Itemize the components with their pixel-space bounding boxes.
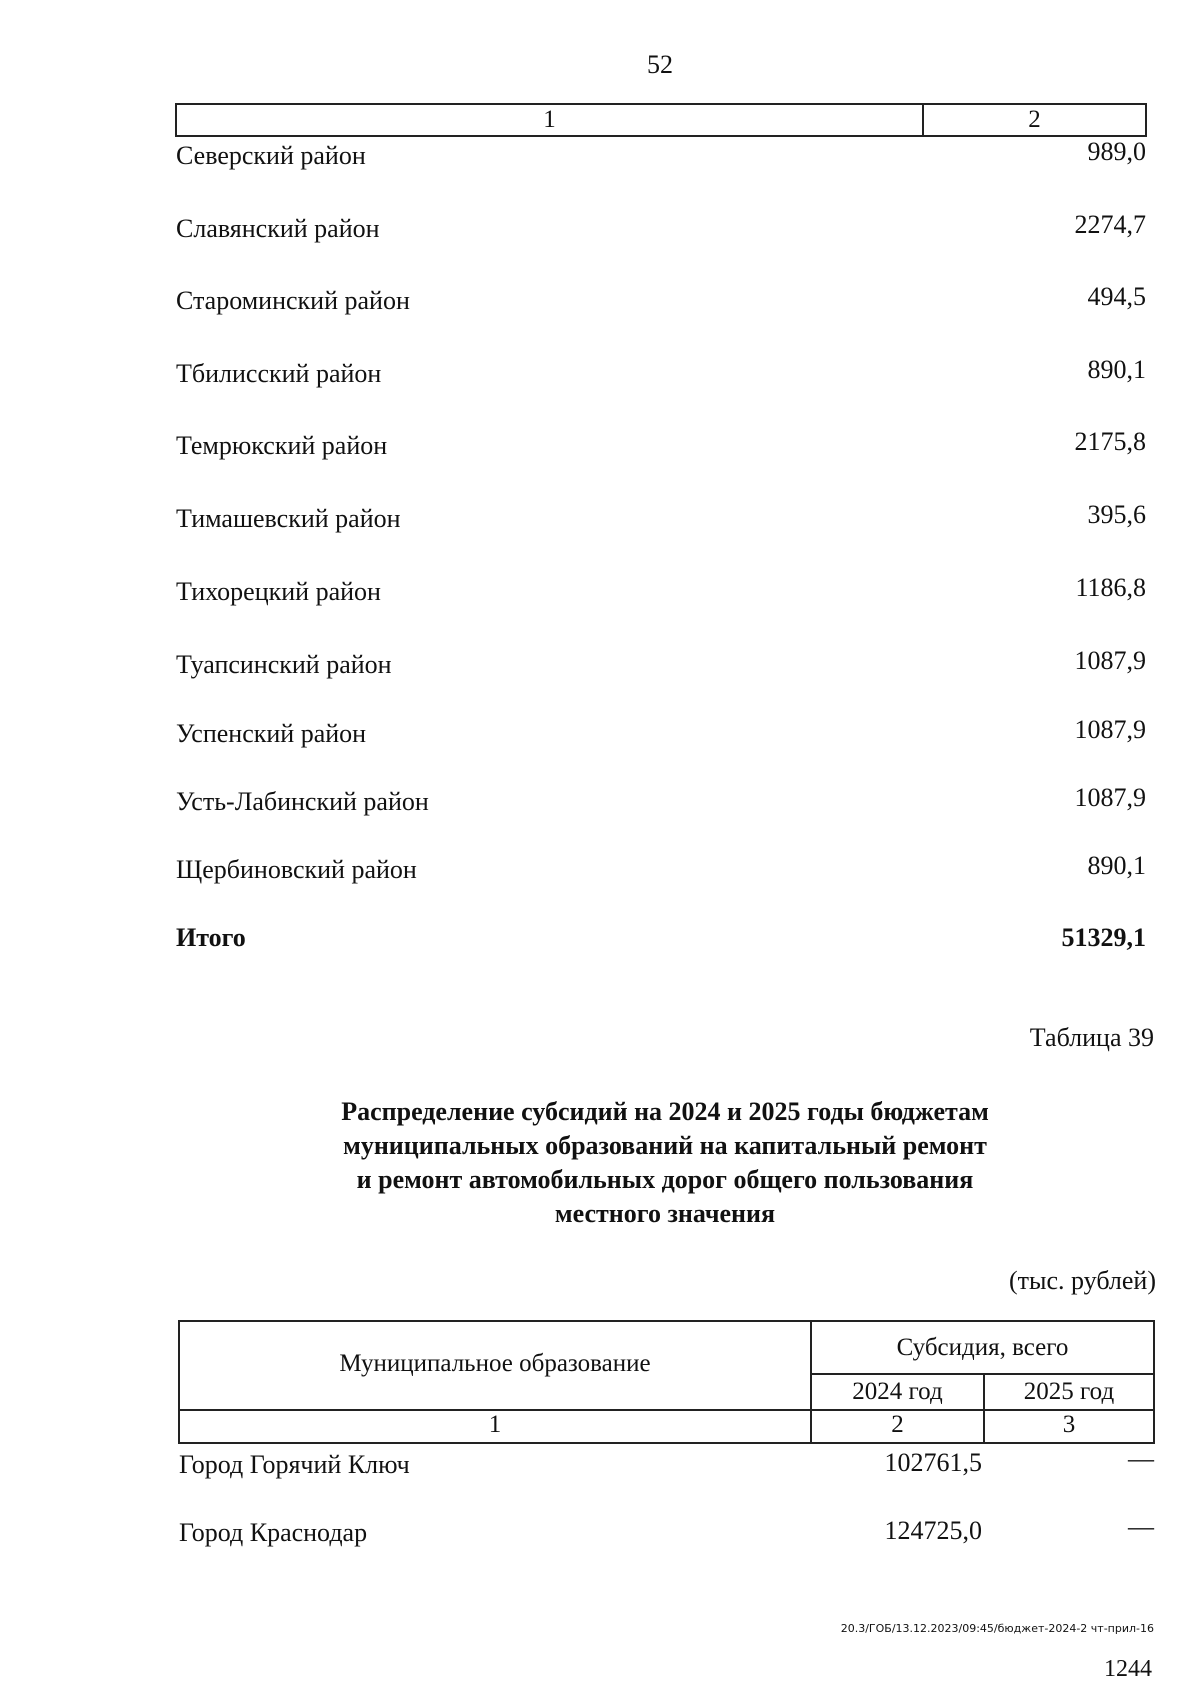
table1-total-row (176, 923, 1146, 953)
district-value: 1087,9 (1074, 646, 1146, 675)
page-number: 52 (647, 50, 673, 79)
district-name: Туапсинский район (176, 650, 392, 679)
total-value: 51329,1 (1061, 923, 1146, 952)
table-label: Таблица 39 (1029, 1023, 1154, 1052)
district-value: 2175,8 (1074, 427, 1146, 456)
district-name: Тимашевский район (176, 504, 401, 533)
total-label: Итого (176, 923, 246, 952)
district-value: 1087,9 (1074, 783, 1146, 812)
municipality-name: Город Краснодар (179, 1518, 368, 1547)
district-name: Усть-Лабинский район (176, 787, 429, 816)
table1-row (176, 573, 1146, 607)
subsidy-2025: — (1128, 1512, 1154, 1541)
col-number-3: 3 (1062, 1411, 1076, 1438)
table1-row (176, 427, 1146, 461)
table-title-line: Распределение субсидий на 2024 и 2025 годы бюджетам (341, 1097, 989, 1126)
col-header-subsidy: Субсидия, всего (896, 1334, 1069, 1361)
district-name: Тбилисский район (176, 359, 382, 388)
col-header-2025: 2025 год (1023, 1378, 1115, 1405)
district-value: 494,5 (1087, 282, 1146, 311)
table2-row (179, 1512, 1154, 1552)
district-name: Северский район (176, 141, 366, 170)
table-title (250, 1095, 1080, 1231)
table1-row (176, 355, 1146, 389)
district-name: Староминский район (176, 286, 410, 315)
table2-header (178, 1320, 1155, 1444)
col-number-2: 2 (891, 1411, 904, 1438)
table-title-line: муниципальных образований на капитальный ремонт (343, 1131, 987, 1160)
subsidy-2024: 102761,5 (884, 1448, 982, 1477)
table1-header-col-2: 2 (1028, 106, 1041, 133)
col-header-municipality: Муниципальное образование (339, 1350, 651, 1377)
units-note: (тыс. рублей) (1008, 1266, 1156, 1295)
district-value: 1186,8 (1075, 573, 1146, 602)
district-value: 890,1 (1087, 851, 1146, 880)
district-name: Славянский район (176, 214, 380, 243)
district-value: 395,6 (1087, 500, 1146, 529)
municipality-name: Город Горячий Ключ (179, 1450, 410, 1479)
table1-row (176, 500, 1146, 534)
table1-header (175, 103, 1147, 137)
header-divider (810, 1373, 1153, 1375)
table1-row (176, 646, 1146, 680)
col-header-2024: 2024 год (852, 1378, 943, 1405)
table2-row (179, 1444, 1154, 1484)
district-value: 2274,7 (1074, 210, 1146, 239)
table1-row (176, 282, 1146, 316)
table1-row (176, 210, 1146, 244)
district-name: Темрюкский район (176, 431, 388, 460)
document-code: 20.3/ГОБ/13.12.2023/09:45/бюджет-2024-2 чт-прил-16 (840, 1622, 1154, 1635)
table-title-line: и ремонт автомобильных дорог общего пользования (356, 1165, 974, 1194)
district-name: Щербиновский район (176, 855, 417, 884)
table1-row (176, 715, 1146, 749)
col-number-1: 1 (488, 1411, 502, 1438)
district-name: Тихорецкий район (176, 577, 381, 606)
table1-row (176, 137, 1146, 171)
district-value: 989,0 (1087, 137, 1146, 166)
sheet-number: 1244 (1104, 1656, 1152, 1682)
district-value: 890,1 (1087, 355, 1146, 384)
table1-row (176, 783, 1146, 817)
district-name: Успенский район (176, 719, 367, 748)
district-value: 1087,9 (1074, 715, 1146, 744)
table1-header-col-1: 1 (177, 105, 924, 135)
table1-row (176, 851, 1146, 885)
subsidy-2025: — (1128, 1444, 1154, 1473)
subsidy-2024: 124725,0 (884, 1516, 982, 1545)
table-title-line: местного значения (554, 1199, 776, 1228)
